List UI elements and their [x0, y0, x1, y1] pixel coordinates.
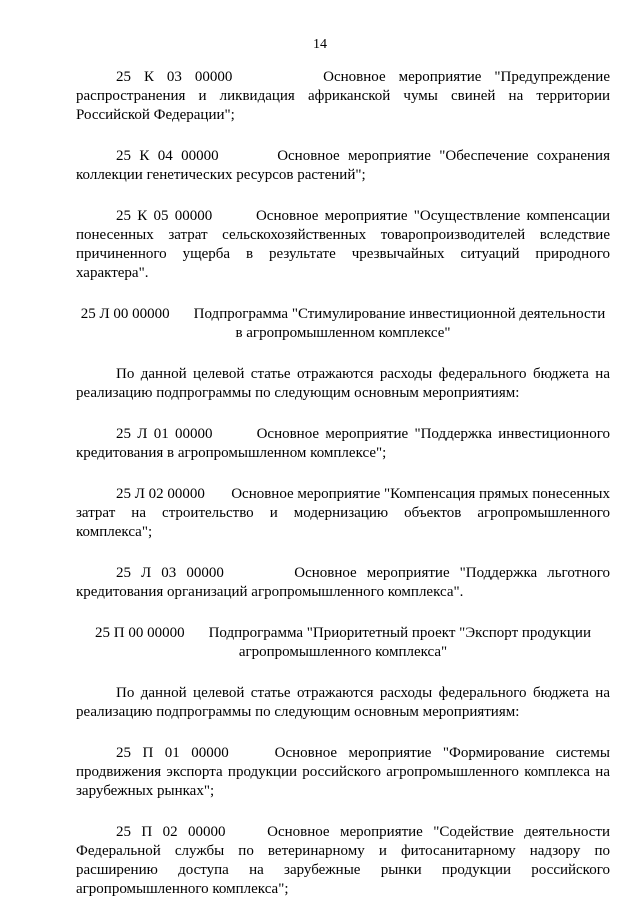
event-paragraph: [76, 425, 610, 463]
event-code: 25 Л 03 00000: [116, 565, 224, 581]
event-code: 25 К 04 00000: [116, 148, 219, 164]
event-text: Основное мероприятие "Предупреждение распространения и ликвидация африканской чумы свиней на территории Российской Федерации";: [76, 69, 610, 123]
intro-paragraph: По данной целевой статье отражаются расходы федерального бюджета на реализацию подпрограммы по следующим основным мероприятиям:: [76, 685, 610, 720]
subprogram-heading: [76, 305, 610, 343]
event-paragraph: [76, 68, 610, 125]
event-text: Основное мероприятие "Осуществление компенсации понесенных затрат сельскохозяйственных товаропроизводителей вследствие причиненного ущерба в результате чрезвычайных ситуаций природного характера".: [76, 208, 610, 281]
event-code: 25 К 03 00000: [116, 69, 233, 85]
subprogram-code: 25 П 00 00000: [94, 625, 185, 641]
event-text: Основное мероприятие "Формирование системы продвижения экспорта продукции российского агропромышленного комплекса на зарубежных рынках";: [76, 745, 610, 799]
document-body: [76, 68, 610, 921]
event-paragraph: [76, 485, 610, 542]
event-code: 25 Л 02 00000: [116, 486, 205, 502]
event-text: Основное мероприятие "Содействие деятельности Федеральной службы по ветеринарному и фитосанитарному надзору по расширению доступа на зарубежные рынки продукции российского агропромышленного комплекса";: [76, 824, 610, 897]
event-code: 25 П 02 00000: [116, 824, 226, 840]
intro-paragraph: По данной целевой статье отражаются расходы федерального бюджета на реализацию подпрограммы по следующим основным мероприятиям:: [76, 366, 610, 401]
event-paragraph: [76, 744, 610, 801]
subprogram-title: Подпрограмма "Стимулирование инвестиционной деятельности в агропромышленном комплексе": [193, 306, 606, 341]
subprogram-code: 25 Л 00 00000: [80, 306, 170, 322]
event-text: Основное мероприятие "Компенсация прямых понесенных затрат на строительство и модернизацию объектов агропромышленного комплекса";: [76, 486, 610, 540]
event-code: 25 К 05 00000: [116, 208, 213, 224]
event-text: Основное мероприятие "Поддержка инвестиционного кредитования в агропромышленном комплексе";: [76, 426, 610, 461]
event-paragraph: [76, 147, 610, 185]
event-paragraph: [76, 564, 610, 602]
subprogram-heading: [76, 624, 610, 662]
event-text: Основное мероприятие "Обеспечение сохранения коллекции генетических ресурсов растений";: [76, 148, 610, 183]
subprogram-title: Подпрограмма "Приоритетный проект "Экспорт продукции агропромышленного комплекса": [208, 625, 591, 660]
event-paragraph: [76, 823, 610, 899]
event-code: 25 П 01 00000: [116, 745, 229, 761]
event-code: 25 Л 01 00000: [116, 426, 213, 442]
event-paragraph: [76, 207, 610, 283]
page-number: 14: [313, 37, 327, 52]
event-text: Основное мероприятие "Поддержка льготного кредитования организаций агропромышленного комплекса".: [76, 565, 611, 600]
